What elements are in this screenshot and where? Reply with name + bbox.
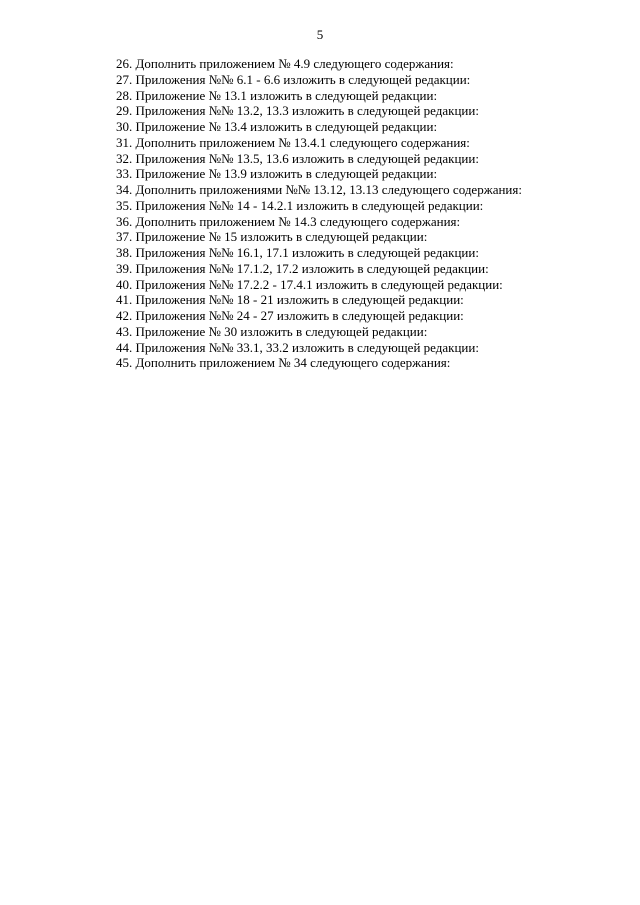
list-item: 34. Дополнить приложениями №№ 13.12, 13.13 следующего содержания: (116, 182, 522, 197)
list-item: 31. Дополнить приложением № 13.4.1 следующего содержания: (116, 134, 470, 150)
amendment-list (116, 56, 616, 371)
list-item: 30. Приложение № 13.4 изложить в следующей редакции: (116, 119, 438, 134)
list-item: 43. Приложение № 30 изложить в следующей редакции: (116, 323, 428, 339)
list-item: 39. Приложения №№ 17.1.2, 17.2 изложить в следующей редакции: (116, 260, 489, 276)
list-item: 26. Дополнить приложением № 4.9 следующего содержания: (116, 56, 454, 71)
list-item: 42. Приложения №№ 24 - 27 изложить в следующей редакции: (116, 308, 464, 323)
list-item: 27. Приложения №№ 6.1 - 6.6 изложить в следующей редакции: (116, 71, 471, 87)
list-item: 45. Дополнить приложением № 34 следующего содержания: (116, 355, 451, 371)
list-item: 28. Приложение № 13.1 изложить в следующей редакции: (116, 87, 438, 103)
list-item: 33. Приложение № 13.9 изложить в следующей редакции: (116, 166, 438, 182)
list-item: 44. Приложения №№ 33.1, 33.2 изложить в следующей редакции: (116, 339, 479, 355)
list-item: 40. Приложения №№ 17.2.2 - 17.4.1 изложить в следующей редакции: (116, 276, 503, 292)
list-item: 38. Приложения №№ 16.1, 17.1 изложить в следующей редакции: (116, 245, 479, 260)
list-item: 29. Приложения №№ 13.2, 13.3 изложить в следующей редакции: (116, 103, 479, 119)
page-number: 5 (316, 27, 324, 42)
list-item: 36. Дополнить приложением № 14.3 следующего содержания: (116, 213, 461, 229)
list-item: 32. Приложения №№ 13.5, 13.6 изложить в следующей редакции: (116, 150, 479, 166)
list-item: 37. Приложение № 15 изложить в следующей редакции: (116, 229, 428, 245)
list-item: 41. Приложения №№ 18 - 21 изложить в следующей редакции: (116, 292, 464, 308)
list-item: 35. Приложения №№ 14 - 14.2.1 изложить в следующей редакции: (116, 197, 484, 213)
